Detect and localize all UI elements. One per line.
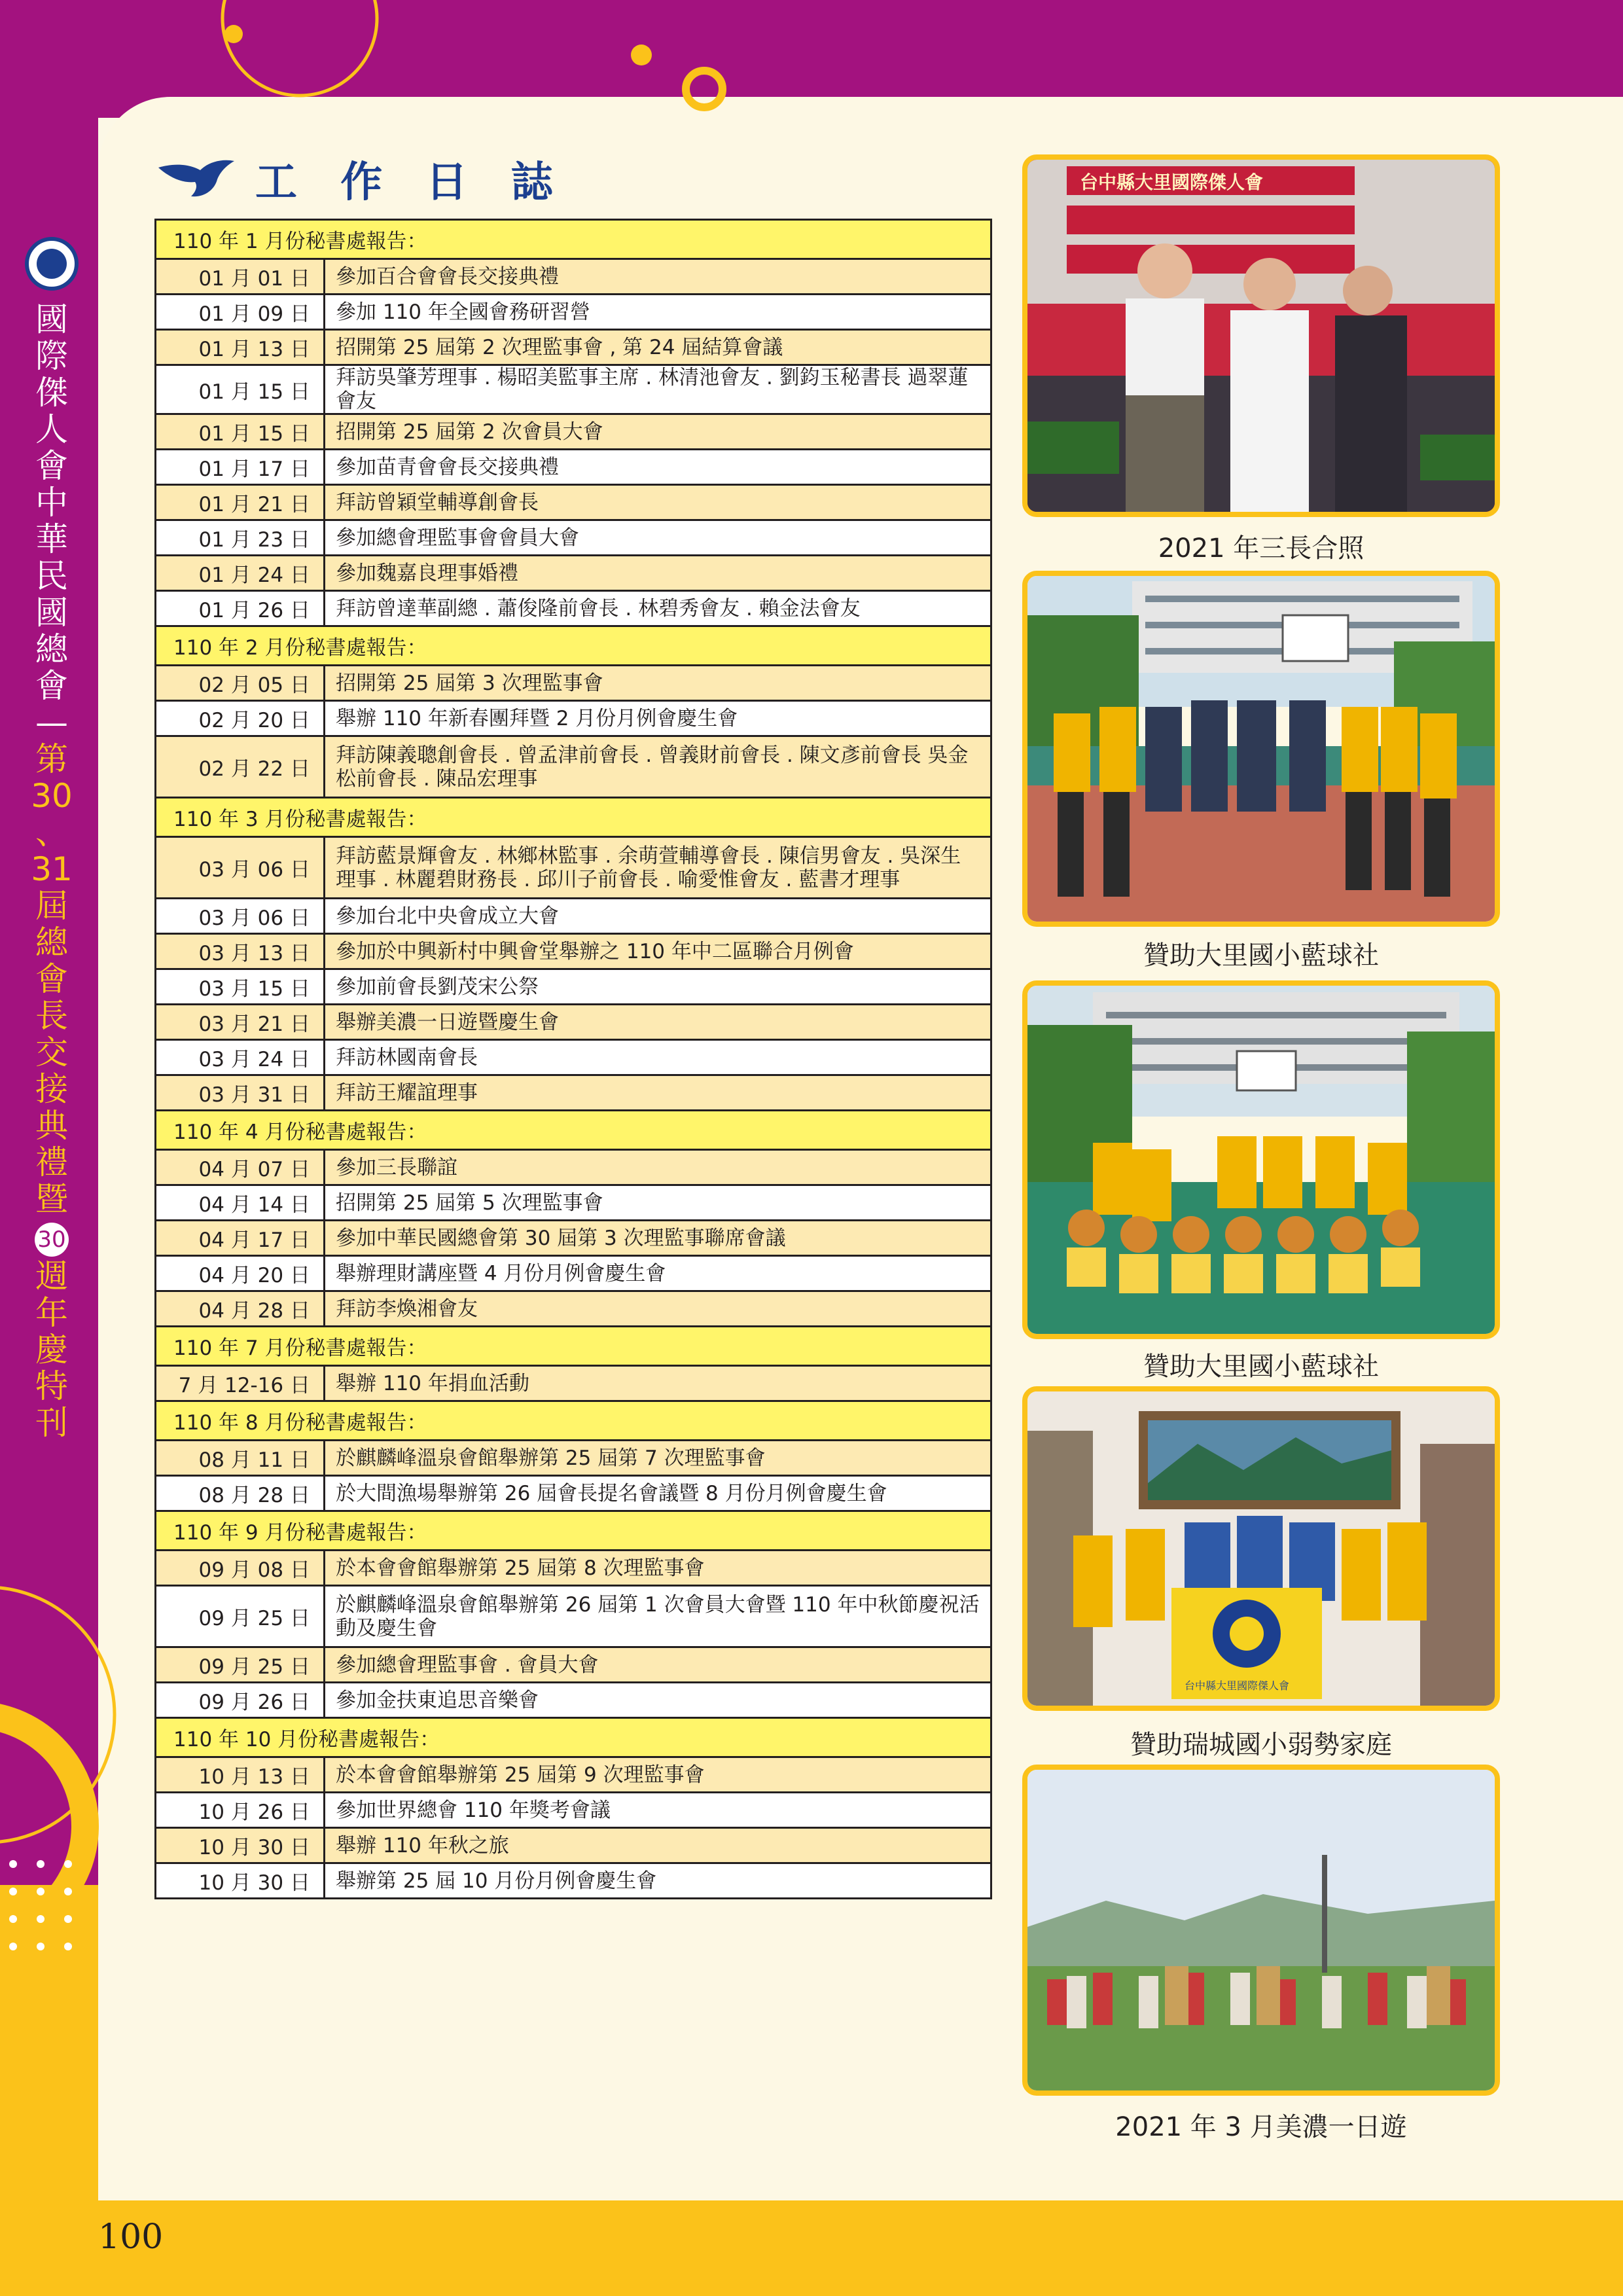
dove-icon (157, 156, 236, 202)
sidebar-char: 際 (35, 337, 68, 375)
log-event: 參加金扶東追思音樂會 (325, 1683, 991, 1718)
log-event: 拜訪王耀誼理事 (325, 1075, 991, 1111)
table-row (156, 591, 991, 626)
log-date: 02 月 20 日 (156, 701, 325, 736)
sidebar-char: 國 (35, 300, 68, 338)
section-header: 110 年 3 月份秘書處報告： (156, 798, 991, 837)
photo-meinong (1022, 1765, 1500, 2096)
photo-caption: 2021 年 3 月美濃一日遊 (1115, 2112, 1407, 2142)
log-event: 舉辦 110 年新春團拜暨 2 月份月例會慶生會 (325, 701, 991, 736)
log-date: 04 月 07 日 (156, 1150, 325, 1185)
photo-banner-text: 台中縣大里國際傑人會 (1080, 171, 1264, 193)
table-row (156, 1150, 991, 1185)
sidebar-char: 屆 (35, 887, 68, 925)
log-date: 01 月 15 日 (156, 414, 325, 450)
table-row (156, 1476, 991, 1511)
log-event: 於本會會館舉辦第 25 屆第 9 次理監事會 (325, 1757, 991, 1793)
log-event: 參加百合會會長交接典禮 (325, 259, 991, 295)
table-row (156, 1828, 991, 1863)
section-header-row (156, 1511, 991, 1551)
log-event: 招開第 25 屆第 3 次理監事會 (325, 666, 991, 701)
log-event: 於大間漁場舉辦第 26 屆會長提名會議暨 8 月份月例會慶生會 (325, 1476, 991, 1511)
log-event: 參加總會理監事會 . 會員大會 (325, 1647, 991, 1683)
section-header: 110 年 1 月份秘書處報告： (156, 220, 991, 259)
log-event: 參加於中興新村中興會堂舉辦之 110 年中二區聯合月例會 (325, 934, 991, 969)
section-header-row (156, 1111, 991, 1150)
log-date: 09 月 26 日 (156, 1683, 325, 1718)
log-date: 08 月 11 日 (156, 1441, 325, 1476)
section-header: 110 年 9 月份秘書處報告： (156, 1511, 991, 1551)
anniversary-badge: 30 (35, 1223, 69, 1257)
log-event: 拜訪曾達華副總 . 蕭俊隆前會長 . 林碧秀會友 . 賴金法會友 (325, 591, 991, 626)
table-row (156, 1256, 991, 1291)
table-row (156, 556, 991, 591)
table-row (156, 666, 991, 701)
log-event: 招開第 25 屆第 2 次理監事會 , 第 24 屆結算會議 (325, 330, 991, 365)
log-date: 02 月 05 日 (156, 666, 325, 701)
section-header: 110 年 7 月份秘書處報告： (156, 1327, 991, 1366)
sidebar-char: 暨 (35, 1180, 68, 1218)
log-event: 參加苗青會會長交接典禮 (325, 450, 991, 485)
log-date: 7 月 12-16 日 (156, 1366, 325, 1401)
section-header-row (156, 1327, 991, 1366)
log-event: 於麒麟峰溫泉會館舉辦第 26 屆第 1 次會員大會暨 110 年中秋節慶祝活動及慶生會 (325, 1586, 991, 1647)
log-date: 10 月 30 日 (156, 1863, 325, 1899)
top-decoration (0, 0, 785, 131)
sidebar-char: 、 (35, 814, 68, 852)
log-date: 01 月 15 日 (156, 365, 325, 414)
page-number: 100 (98, 2217, 164, 2257)
table-row (156, 1683, 991, 1718)
title-row (157, 149, 567, 208)
log-date: 03 月 06 日 (156, 899, 325, 934)
log-date: 03 月 21 日 (156, 1005, 325, 1040)
log-event: 參加 110 年全國會務研習營 (325, 295, 991, 330)
table-row (156, 1863, 991, 1899)
sidebar-char: 慶 (35, 1331, 68, 1369)
log-date: 10 月 13 日 (156, 1757, 325, 1793)
log-event: 舉辦 110 年捐血活動 (325, 1366, 991, 1401)
sidebar-char: 第 (35, 740, 68, 778)
log-event: 拜訪藍景輝會友 . 林鄉林監事 . 余萌萱輔導會長 . 陳信男會友 . 吳深生理事 . 林麗碧財務長 . 邱川子前會長 . 喻愛惟會友 . 藍書才理事 (325, 837, 991, 899)
log-date: 03 月 06 日 (156, 837, 325, 899)
sidebar-char: 特 (35, 1367, 68, 1405)
table-row (156, 520, 991, 556)
section-header-row (156, 1718, 991, 1757)
log-event: 參加三長聯誼 (325, 1150, 991, 1185)
sidebar-char: 交 (35, 1033, 68, 1071)
sidebar-vertical-title (22, 301, 81, 1441)
sidebar-char (22, 1217, 81, 1258)
sidebar-char: 30 (31, 777, 73, 815)
table-row (156, 295, 991, 330)
table-row (156, 736, 991, 798)
table-row (156, 1291, 991, 1327)
photo-basketball-1 (1022, 571, 1500, 927)
table-row (156, 450, 991, 485)
photo-caption: 贊助大里國小藍球社 (1143, 941, 1379, 971)
log-date: 01 月 21 日 (156, 485, 325, 520)
sidebar-char: 刊 (35, 1404, 68, 1442)
photo-three-chairs (1022, 154, 1500, 517)
sidebar-char: 總 (35, 924, 68, 961)
sidebar-char: — (35, 704, 68, 742)
log-date: 09 月 25 日 (156, 1647, 325, 1683)
log-event: 參加總會理監事會會員大會 (325, 520, 991, 556)
left-decoration (0, 1460, 170, 1996)
log-date: 01 月 09 日 (156, 295, 325, 330)
log-date: 01 月 17 日 (156, 450, 325, 485)
work-log-table (154, 219, 992, 1899)
table-row (156, 934, 991, 969)
log-event: 拜訪吳肇芳理事 . 楊昭美監事主席 . 林清池會友 . 劉鈞玉秘書長 過翠蓮會友 (325, 365, 991, 414)
table-row (156, 969, 991, 1005)
section-header-row (156, 626, 991, 666)
log-date: 09 月 25 日 (156, 1586, 325, 1647)
log-date: 03 月 24 日 (156, 1040, 325, 1075)
table-row (156, 1793, 991, 1828)
table-row (156, 1185, 991, 1221)
photo-basketball-2 (1022, 980, 1500, 1339)
table-row (156, 365, 991, 414)
section-header-row (156, 1401, 991, 1441)
log-event: 拜訪林國南會長 (325, 1040, 991, 1075)
log-event: 舉辦第 25 屆 10 月份月例會慶生會 (325, 1863, 991, 1899)
photo-caption: 贊助瑞城國小弱勢家庭 (1130, 1730, 1392, 1760)
table-row (156, 701, 991, 736)
table-row (156, 1586, 991, 1647)
sidebar-char: 典 (35, 1107, 68, 1145)
table-row (156, 259, 991, 295)
photo-ruicheng (1022, 1386, 1500, 1711)
photo-caption: 贊助大里國小藍球社 (1143, 1352, 1379, 1382)
section-header: 110 年 2 月份秘書處報告： (156, 626, 991, 666)
log-event: 舉辦 110 年秋之旅 (325, 1828, 991, 1863)
log-date: 04 月 14 日 (156, 1185, 325, 1221)
log-event: 拜訪李煥湘會友 (325, 1291, 991, 1327)
table-row (156, 1551, 991, 1586)
log-date: 04 月 20 日 (156, 1256, 325, 1291)
log-date: 10 月 30 日 (156, 1828, 325, 1863)
table-row (156, 1366, 991, 1401)
sidebar-char: 國 (35, 594, 68, 632)
table-row (156, 1647, 991, 1683)
sidebar-char: 會 (35, 447, 68, 485)
log-date: 01 月 01 日 (156, 259, 325, 295)
log-event: 於麒麟峰溫泉會館舉辦第 25 屆第 7 次理監事會 (325, 1441, 991, 1476)
log-date: 03 月 15 日 (156, 969, 325, 1005)
section-header-row (156, 798, 991, 837)
log-event: 舉辦美濃一日遊暨慶生會 (325, 1005, 991, 1040)
table-row (156, 1075, 991, 1111)
page-title: 工 作 日 誌 (255, 158, 567, 207)
log-event: 招開第 25 屆第 5 次理監事會 (325, 1185, 991, 1221)
sidebar-char: 31 (31, 850, 73, 888)
log-date: 04 月 28 日 (156, 1291, 325, 1327)
table-row (156, 1005, 991, 1040)
log-event: 參加中華民國總會第 30 屆第 3 次理監事聯席會議 (325, 1221, 991, 1256)
log-date: 01 月 24 日 (156, 556, 325, 591)
log-event: 拜訪陳義聰創會長 . 曾孟津前會長 . 曾義財前會長 . 陳文彥前會長 吳金松前會長 . 陳品宏理事 (325, 736, 991, 798)
table-row (156, 1441, 991, 1476)
table-row (156, 899, 991, 934)
photo-caption: 2021 年三長合照 (1158, 533, 1364, 564)
org-logo (25, 237, 79, 291)
table-row (156, 414, 991, 450)
log-event: 拜訪曾穎堂輔導創會長 (325, 485, 991, 520)
table-row (156, 837, 991, 899)
sidebar-char: 長 (35, 997, 68, 1035)
sidebar-char: 民 (35, 557, 68, 595)
bottom-band (0, 2200, 1623, 2296)
log-date: 09 月 08 日 (156, 1551, 325, 1586)
sidebar-char: 傑 (35, 374, 68, 412)
log-date: 04 月 17 日 (156, 1221, 325, 1256)
sidebar-char: 接 (35, 1070, 68, 1108)
section-header-row (156, 220, 991, 259)
sidebar-char: 週 (35, 1257, 68, 1295)
sidebar-char: 中 (35, 484, 68, 522)
table-row (156, 330, 991, 365)
log-event: 參加世界總會 110 年獎考會議 (325, 1793, 991, 1828)
sidebar-char: 總 (35, 630, 68, 668)
log-date: 01 月 23 日 (156, 520, 325, 556)
log-date: 10 月 26 日 (156, 1793, 325, 1828)
log-event: 招開第 25 屆第 2 次會員大會 (325, 414, 991, 450)
log-date: 01 月 26 日 (156, 591, 325, 626)
sidebar-char: 人 (35, 410, 68, 448)
log-event: 於本會會館舉辦第 25 屆第 8 次理監事會 (325, 1551, 991, 1586)
sidebar-char: 華 (35, 520, 68, 558)
log-date: 08 月 28 日 (156, 1476, 325, 1511)
log-date: 02 月 22 日 (156, 736, 325, 798)
sidebar-char: 年 (35, 1294, 68, 1332)
sidebar-char: 禮 (35, 1143, 68, 1181)
table-row (156, 1040, 991, 1075)
photo-banner-text: 台中縣大里國際傑人會 (1185, 1679, 1290, 1692)
log-event: 參加前會長劉茂宋公祭 (325, 969, 991, 1005)
log-event: 舉辦理財講座暨 4 月份月例會慶生會 (325, 1256, 991, 1291)
sidebar-char: 會 (35, 667, 68, 705)
log-event: 參加魏嘉良理事婚禮 (325, 556, 991, 591)
log-event: 參加台北中央會成立大會 (325, 899, 991, 934)
table-row (156, 1757, 991, 1793)
sidebar-char: 會 (35, 960, 68, 998)
log-date: 03 月 31 日 (156, 1075, 325, 1111)
table-row (156, 485, 991, 520)
section-header: 110 年 8 月份秘書處報告： (156, 1401, 991, 1441)
log-date: 01 月 13 日 (156, 330, 325, 365)
section-header: 110 年 4 月份秘書處報告： (156, 1111, 991, 1150)
log-date: 03 月 13 日 (156, 934, 325, 969)
table-row (156, 1221, 991, 1256)
section-header: 110 年 10 月份秘書處報告： (156, 1718, 991, 1757)
